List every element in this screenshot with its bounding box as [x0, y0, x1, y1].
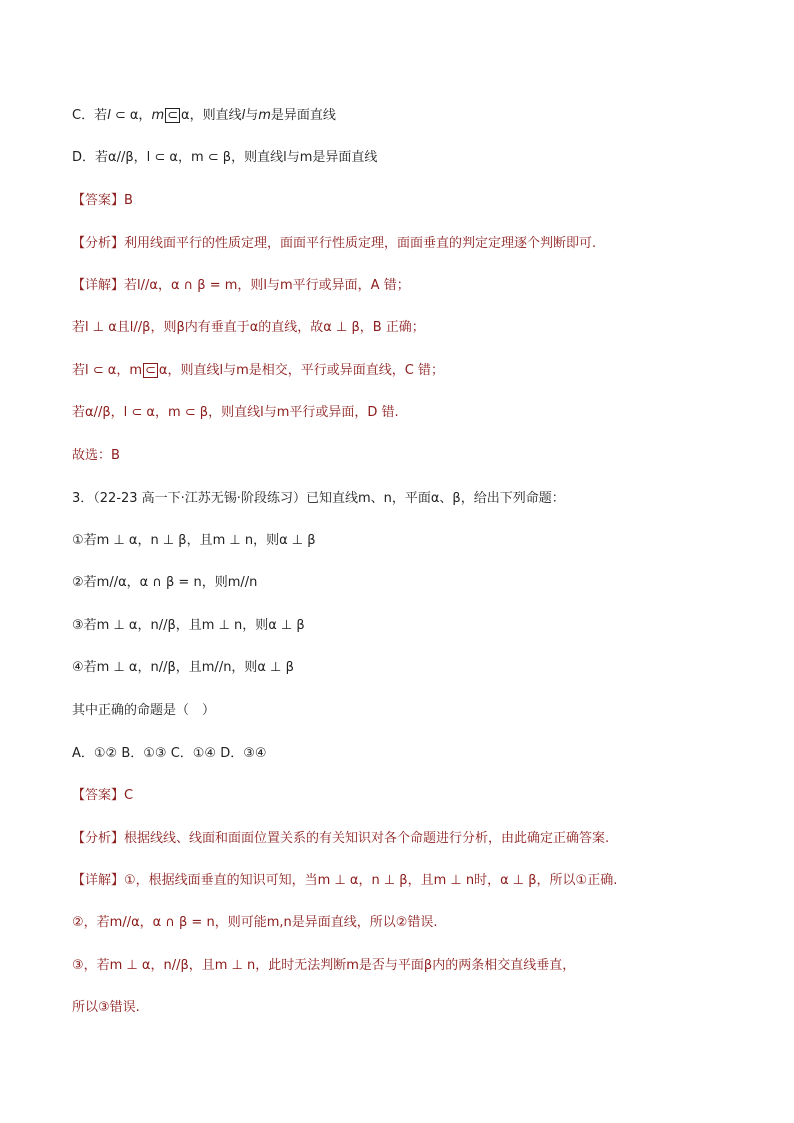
option-c: [72, 106, 336, 126]
option-c-sub: ⊂ α，: [110, 108, 152, 123]
q3-answer: 【答案】C: [72, 788, 134, 803]
option-c-m: m: [151, 108, 165, 123]
q3-detail-1: 【详解】①，根据线面垂直的知识可知，当m ⊥ α，n ⊥ β，且m ⊥ n时，α ⊥ β，所以①正确.: [72, 873, 618, 888]
q3-stem: 3．（22-23 高一下·江苏无锡·阶段练习）已知直线m、n，平面α、β，给出下列命题：: [72, 491, 565, 506]
q2-detail-3-prefix: 若l ⊂ α，m: [72, 363, 143, 378]
q3-detail-4: 所以③错误.: [72, 1000, 140, 1015]
option-c-boxed-symbol: ⊂: [167, 108, 179, 123]
q3-question: 其中正确的命题是（ ）: [72, 703, 216, 718]
option-c-tail-a: α，则直线: [181, 108, 242, 123]
q2-analysis: 【分析】利用线面平行的性质定理，面面平行性质定理，面面垂直的判定定理逐个判断即可.: [72, 236, 597, 251]
option-c-prefix: C．若: [72, 108, 108, 123]
q3-detail-2: ②，若m//α，α ∩ β = n，则可能m,n是异面直线，所以②错误.: [72, 915, 438, 930]
option-c-l2: l: [241, 108, 246, 123]
q3-prop-4: ④若m ⊥ α，n//β，且m//n，则α ⊥ β: [72, 660, 294, 675]
q2-detail-1: 【详解】若l//α，α ∩ β = m，则l与m平行或异面，A 错；: [72, 278, 410, 293]
q2-answer: 【答案】B: [72, 193, 133, 208]
option-c-l: l: [107, 108, 111, 123]
q3-prop-3: ③若m ⊥ α，n//β，且m ⊥ n，则α ⊥ β: [72, 618, 305, 633]
q2-detail-4: 若α//β，l ⊂ α，m ⊂ β，则直线l与m平行或异面，D 错.: [72, 405, 399, 420]
q3-detail-3: ③，若m ⊥ α，n//β，且m ⊥ n，此时无法判断m是否与平面β内的两条相交直线垂直，: [72, 958, 576, 973]
option-c-tail-b: 与: [245, 108, 259, 123]
q2-detail-2: 若l ⊥ α且l//β，则β内有垂直于α的直线，故α ⊥ β，B 正确；: [72, 320, 425, 335]
q2-detail-3: [72, 361, 444, 381]
q3-analysis: 【分析】根据线线、线面和面面位置关系的有关知识对各个命题进行分析，由此确定正确答案.: [72, 831, 610, 846]
q3-prop-1: ①若m ⊥ α，n ⊥ β，且m ⊥ n，则α ⊥ β: [72, 533, 316, 548]
q2-detail-3-suffix: α，则直线l与m是相交，平行或异面直线，C 错；: [158, 363, 444, 378]
option-d: D．若α//β，l ⊂ α，m ⊂ β，则直线l与m是异面直线: [72, 150, 378, 165]
q2-choice: 故选：B: [72, 448, 120, 463]
q2-detail-3-boxed-symbol: ⊂: [145, 363, 156, 378]
q3-options: A．①② B．①③ C．①④ D．③④: [72, 746, 267, 761]
option-c-tail-c: 是异面直线: [270, 108, 336, 123]
q3-prop-2: ②若m//α，α ∩ β = n，则m//n: [72, 575, 258, 590]
option-c-m2: m: [258, 108, 271, 123]
